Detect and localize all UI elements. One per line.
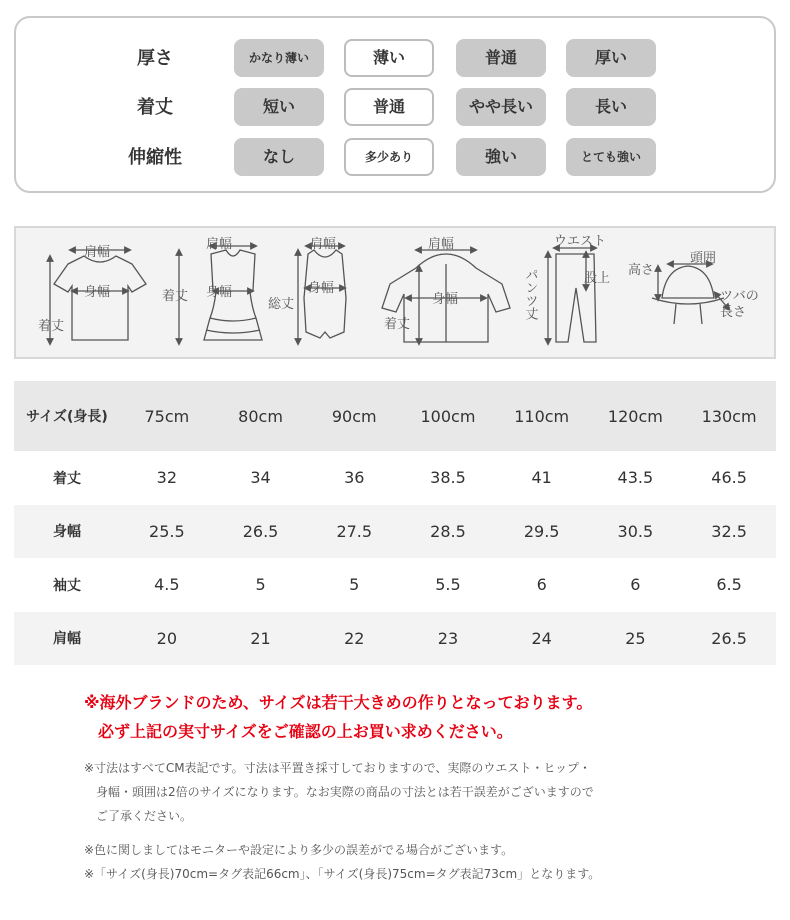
tshirt-length-label: 着丈 bbox=[38, 319, 65, 334]
romper-body-label: 身幅 bbox=[308, 281, 335, 296]
option-very-strong: とても強い bbox=[566, 138, 656, 176]
table-row bbox=[14, 505, 776, 559]
size-column-header: 130cm bbox=[701, 406, 757, 426]
table-cell: 5 bbox=[255, 575, 266, 595]
property-row-stretch bbox=[16, 138, 774, 178]
table-row bbox=[14, 451, 776, 505]
dress-body-label: 身幅 bbox=[206, 285, 233, 300]
jacket-shoulder-label: 肩幅 bbox=[428, 237, 455, 252]
property-row-length bbox=[16, 88, 774, 128]
tshirt-shoulder-label: 肩幅 bbox=[84, 245, 111, 260]
pants-waist-label: ウエスト bbox=[554, 234, 607, 249]
row-label: 肩幅 bbox=[53, 631, 81, 648]
row-label: 身幅 bbox=[53, 524, 81, 541]
property-label: 着丈 bbox=[137, 97, 173, 118]
table-row bbox=[14, 612, 776, 666]
option-thin-selected: 薄い bbox=[344, 39, 434, 77]
option-normal: 普通 bbox=[456, 39, 546, 77]
table-cell: 46.5 bbox=[711, 468, 747, 488]
romper-shoulder-label: 肩幅 bbox=[310, 237, 337, 252]
size-header-label: サイズ(身長) bbox=[26, 409, 108, 425]
table-cell: 36 bbox=[344, 468, 365, 488]
note1-line2: 身幅・頭囲は2倍のサイズになります。なお実際の商品の寸法とは若干誤差がございますので bbox=[96, 785, 594, 799]
row-label: 袖丈 bbox=[53, 577, 81, 594]
property-label: 伸縮性 bbox=[128, 147, 182, 168]
table-cell: 26.5 bbox=[711, 628, 747, 648]
option-short: 短い bbox=[234, 88, 324, 126]
option-normal-selected: 普通 bbox=[344, 88, 434, 126]
row-label: 着丈 bbox=[53, 470, 81, 487]
table-cell: 25.5 bbox=[149, 521, 185, 541]
garment-illustrations bbox=[16, 228, 774, 357]
hat-brim-label-2: 長さ bbox=[720, 305, 747, 320]
table-cell: 32 bbox=[156, 468, 178, 488]
size-warning bbox=[84, 688, 724, 746]
table-cell: 22 bbox=[344, 628, 365, 648]
dress-shoulder-label: 肩幅 bbox=[206, 237, 233, 252]
notes-block bbox=[84, 756, 734, 886]
table-cell: 38.5 bbox=[430, 468, 466, 488]
table-cell: 43.5 bbox=[617, 468, 654, 488]
note3: ※「サイズ(身長)70cm=タグ表記66cm」、「サイズ(身長)75cm=タグ表記73cm」となります。 bbox=[84, 867, 601, 881]
option-long: 長い bbox=[566, 88, 656, 126]
table-cell: 6 bbox=[630, 575, 641, 595]
pants-icon bbox=[548, 248, 596, 342]
option-strong: 強い bbox=[456, 138, 546, 176]
table-cell: 6.5 bbox=[716, 575, 742, 595]
option-very-thin: かなり薄い bbox=[234, 39, 324, 77]
table-row bbox=[14, 558, 776, 612]
measurement-diagram bbox=[14, 226, 776, 359]
table-cell: 29.5 bbox=[523, 521, 560, 541]
table-cell: 25 bbox=[625, 628, 646, 648]
hat-head-label: 頭囲 bbox=[690, 251, 717, 266]
table-cell: 5.5 bbox=[435, 575, 461, 595]
pants-length-label: パンツ丈 bbox=[522, 268, 538, 320]
table-cell: 23 bbox=[437, 628, 459, 648]
table-cell: 6 bbox=[536, 575, 547, 595]
table-cell: 30.5 bbox=[617, 521, 654, 541]
size-header-row bbox=[14, 381, 776, 451]
size-column-header: 110cm bbox=[514, 406, 570, 426]
table-cell: 28.5 bbox=[430, 521, 466, 541]
hat-icon bbox=[652, 264, 728, 324]
size-column-header: 75cm bbox=[144, 406, 190, 426]
table-cell: 27.5 bbox=[336, 521, 373, 541]
option-some-selected: 多少あり bbox=[344, 138, 434, 176]
size-column-header: 80cm bbox=[238, 406, 283, 426]
option-none: なし bbox=[234, 138, 324, 176]
tshirt-body-label: 身幅 bbox=[84, 285, 111, 300]
properties-card bbox=[14, 16, 776, 193]
pants-rise-label: 股上 bbox=[584, 271, 611, 286]
note2: ※色に関しましてはモニターや設定により多少の誤差がでる場合がございます。 bbox=[84, 843, 514, 857]
table-cell: 21 bbox=[250, 628, 271, 648]
option-slightly-long: やや長い bbox=[456, 88, 546, 126]
dress-length-label: 着丈 bbox=[162, 289, 189, 304]
option-thick: 厚い bbox=[566, 39, 656, 77]
size-column-header: 120cm bbox=[607, 406, 663, 426]
spacer bbox=[84, 828, 734, 838]
romper-length-label: 総丈 bbox=[268, 297, 295, 312]
table-cell: 24 bbox=[531, 628, 552, 648]
size-table bbox=[14, 381, 776, 665]
property-label: 厚さ bbox=[137, 48, 173, 69]
note1-line3: ご了承ください。 bbox=[96, 809, 193, 823]
size-column-header: 90cm bbox=[331, 406, 377, 426]
jacket-length-label: 着丈 bbox=[384, 317, 411, 332]
jacket-body-label: 身幅 bbox=[432, 292, 459, 307]
warning-line-1: ※海外ブランドのため、サイズは若干大きめの作りとなっております。 bbox=[84, 693, 593, 712]
table-cell: 5 bbox=[349, 575, 360, 595]
property-row-thickness bbox=[16, 39, 774, 79]
warning-line-2: 必ず上記の実寸サイズをご確認の上お買い求めください。 bbox=[98, 722, 513, 741]
table-cell: 26.5 bbox=[242, 521, 279, 541]
note1-line1: ※寸法はすべてCM表記です。寸法は平置き採寸しておりますので、実際のウエスト・ヒップ・ bbox=[84, 761, 591, 775]
table-cell: 41 bbox=[531, 468, 552, 488]
table-cell: 34 bbox=[250, 468, 271, 488]
size-column-header: 100cm bbox=[420, 406, 476, 426]
table-cell: 20 bbox=[156, 628, 178, 648]
hat-height-label: 高さ bbox=[628, 263, 655, 278]
table-cell: 4.5 bbox=[154, 575, 180, 595]
table-cell: 32.5 bbox=[711, 521, 747, 541]
hat-brim-label-1: ツバの bbox=[720, 289, 759, 304]
